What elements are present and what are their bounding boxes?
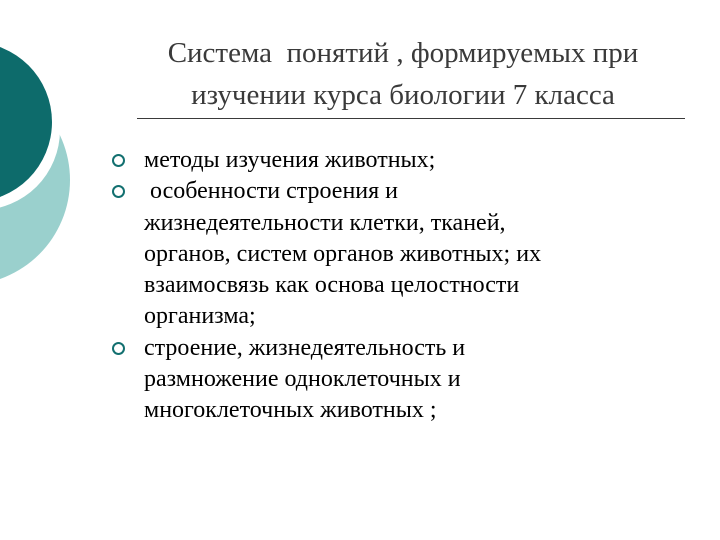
title-line: изучении курса биологии 7 класса (191, 79, 615, 111)
bullet-text-line: организма; (144, 303, 256, 330)
bullet-text-line: особенности строения и (144, 178, 399, 205)
bullet-text-line: строение, жизнедеятельность и (144, 334, 466, 361)
hollow-circle-bullet-icon (112, 342, 125, 355)
hollow-circle-bullet-icon (112, 185, 125, 198)
title-divider (137, 118, 685, 119)
bullet-list (112, 145, 672, 427)
bullet-text-line: размножение одноклеточных и (144, 366, 461, 393)
decorative-circles (0, 0, 120, 300)
title-line: Система понятий , формируемых при (167, 37, 639, 69)
bullet-text-line: взаимосвязь как основа целостности (144, 272, 520, 299)
bullet-text-line: многоклеточных животных ; (144, 397, 437, 424)
bullet-item (112, 176, 672, 332)
bullet-item (112, 145, 672, 176)
bullet-item (112, 333, 672, 427)
hollow-circle-bullet-icon (112, 154, 125, 167)
bullet-text-line: жизнедеятельности клетки, тканей, (144, 209, 506, 236)
bullet-text-line: методы изучения животных; (144, 147, 436, 173)
bullet-text-line: органов, систем органов животных; их (144, 240, 542, 267)
slide-title (120, 32, 686, 116)
